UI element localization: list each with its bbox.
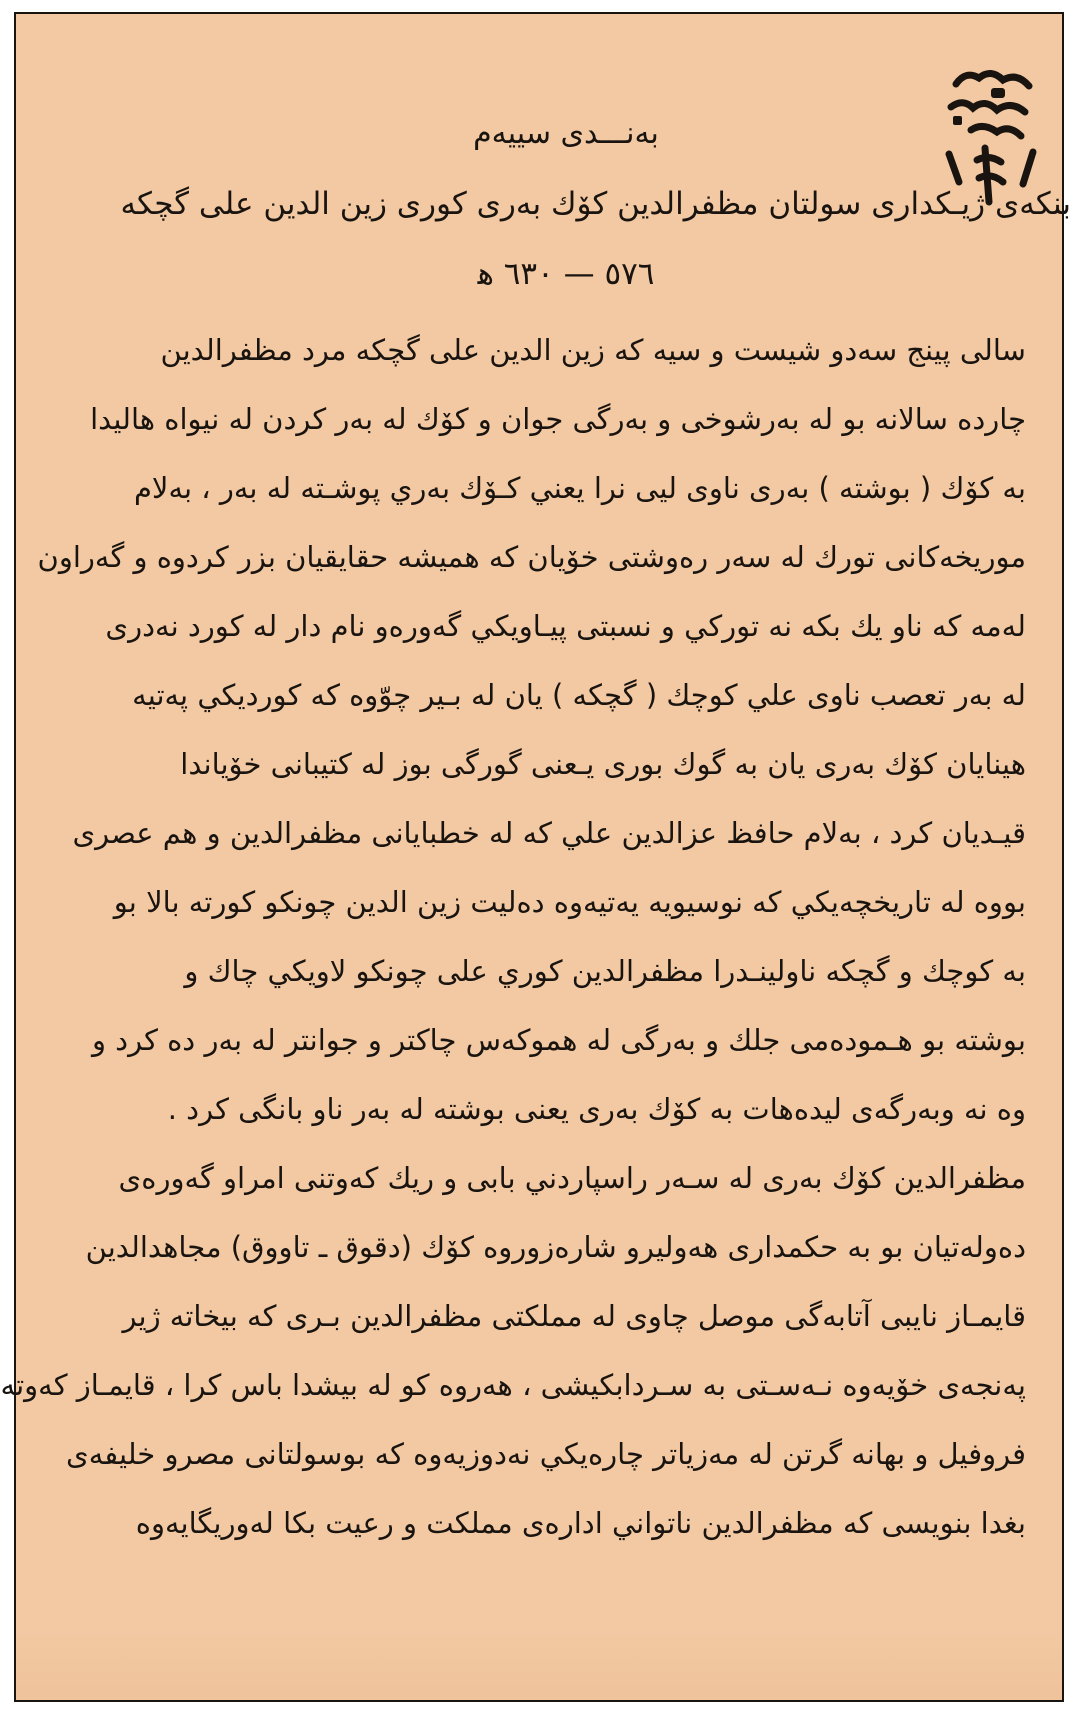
text-line: بە كۆك ( بوشتە ) بەرى ناوى ليى نرا يعني كـۆك بەري پوشـتە لە بەر ، بەلام xyxy=(133,471,1026,505)
chapter-title: بنكەى ژيـكدارى سولتان مظفرالدين كۆك بەرى كورى زين الدين على گچكە xyxy=(120,186,1071,222)
paragraph xyxy=(37,316,1026,1144)
text-line: بغدا بنويسى كە مظفرالدين ناتواني ادارەى مملكت و رعيت بكا لەوريگايەوە xyxy=(135,1506,1026,1540)
text-line: موريخەكانى تورك لە سەر رەوشتى خۆيان كە هميشە حقايقيان بزر كردوە و گەراون xyxy=(37,540,1026,574)
text-line: فروفيل و بهانە گرتن لە مەزياتر چارەيكي نەدوزيەوە كە بوسولتانى مصرو خليفەى xyxy=(66,1437,1026,1471)
paragraph xyxy=(0,1144,1026,1558)
text-line: چاردە سالانە بو لە بەرشوخى و بەرگى جوان و كۆك لە بەر كردن لە نيواە هاليدا xyxy=(90,402,1026,436)
text-line: دەولەتيان بو بە حكمدارى هەوليرو شارەزوروە كۆك (دقوق ـ تاووق) مجاهدالدين xyxy=(85,1230,1026,1264)
text-line: سالى پينج سەدو شيست و سيە كە زين الدين على گچكە مرد مظفرالدين xyxy=(160,333,1026,367)
text-line: بە كوچك و گچكە ناولينـدرا مظفرالدين كوري على چونكو لاويكي چاك و xyxy=(184,954,1026,988)
text-line: لە بەر تعصب ناوى علي كوچك ( گچكە ) يان لە بـير چوّوە كە كورديكي پەتيە xyxy=(132,678,1026,712)
text-line: لەمە كە ناو يك بكە نە توركي و نسبتى پيـاويكي گەورەو نام دار لە كورد نەدرى xyxy=(105,609,1026,643)
text-line: بووە لە تاريخچەيكي كە نوسيويە يەتيەوە دەليت زين الدين چونكو كورتە بالا بو xyxy=(113,885,1026,919)
section-title: بەنـــدى سييەم xyxy=(473,116,659,151)
date-range: ٥٧٦ — ٦٣٠ ﻫ xyxy=(477,256,655,292)
text-line: قيـديان كرد ، بەلام حافظ عزالدين علي كە لە خطبايانى مظفرالدين و هم عصرى xyxy=(72,816,1026,850)
text-line: بوشتە بو هـمودەمى جلك و بەرگى لە هموكەس چاكتر و جوانتر لە بەر دە كرد و xyxy=(91,1023,1026,1057)
book-page xyxy=(0,12,1071,1702)
text-line: هينايان كۆك بەرى يان بە گوك بورى يـعنى گورگى بوز لە كتيبانى خۆياندا xyxy=(180,747,1026,781)
text-line: مظفرالدين كۆك بەرى لە سـەر راسپاردني بابى و ريك كەوتنى امراو گەورەى xyxy=(118,1161,1026,1195)
text-line: وە نە وبەرگەى ليدەهات بە كۆك بەرى يعنى بوشتە لە بەر ناو بانگى كرد . xyxy=(167,1092,1026,1126)
body-text xyxy=(0,316,1026,1558)
text-line: قايمـاز نايبى آتابەگى موصل چاوى لە مملكتى مظفرالدين بـرى كە بيخاتە ژير xyxy=(122,1299,1026,1333)
text-line: پەنجەى خۆيەوە نـەسـتى بە سـردابكيشى ، هەروە كو لە بيشدا باس كرا ، قايمـاز كەوتە xyxy=(0,1368,1026,1402)
